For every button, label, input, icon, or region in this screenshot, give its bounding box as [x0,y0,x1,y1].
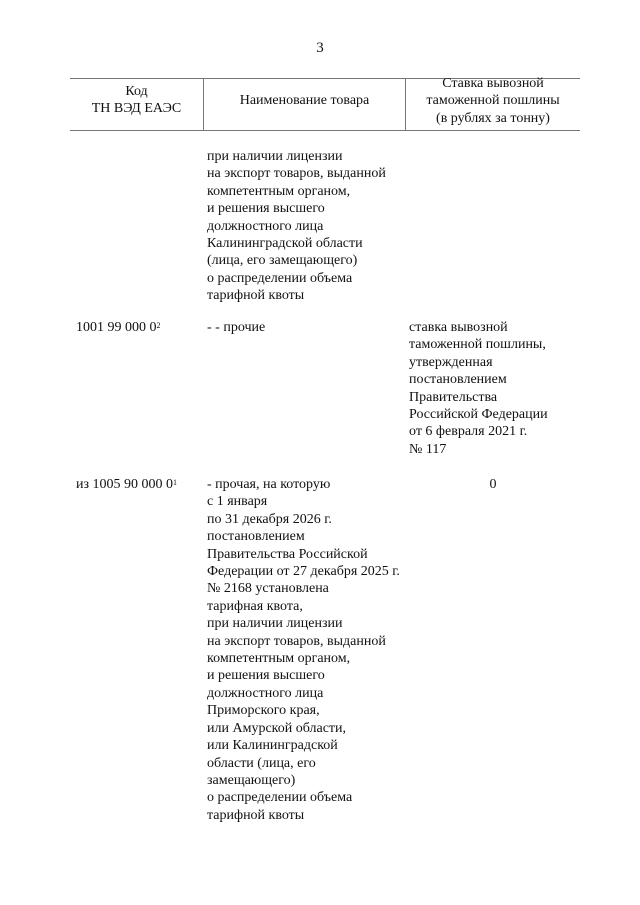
row-code [76,476,177,493]
rate-line: постановлением [409,372,507,388]
header-rate [406,75,580,127]
rate-line: от 6 февраля 2021 г. [409,424,528,440]
row-code [76,319,161,336]
name-line: Федерации от 27 декабря 2025 г. [207,564,400,580]
name-line: или Калининградской [207,738,338,754]
row-name [207,476,400,824]
name-line: с 1 января [207,494,268,510]
name-line: Приморского края, [207,703,320,719]
header-rate-line: Ставка вывозной [442,76,544,91]
header-rate-line: (в рублях за тонну) [436,110,550,126]
name-line: компетентным органом, [207,651,351,667]
name-line: тарифной квоты [207,807,305,823]
footnote-mark: 1 [173,478,178,487]
name-line: должностного лица [207,218,324,234]
name-line: и решения высшего [207,201,325,217]
name-line: должностного лица [207,685,324,701]
header-name: Наименование товара [239,93,370,108]
name-line: замещающего) [207,772,296,788]
name-line: или Амурской области, [207,720,347,736]
name-line: о распределении объема [207,270,353,286]
header-code-line: Код [125,84,148,99]
name-line: - - прочие [207,320,266,335]
row-name [207,148,386,305]
rate-line: № 117 [409,441,447,457]
name-line: на экспорт товаров, выданной [207,633,386,649]
header-code [70,83,203,118]
name-line: и решения высшего [207,668,325,684]
rate-line: утвержденная [409,354,493,370]
name-line: области (лица, его [207,755,316,771]
name-line: на экспорт товаров, выданной [207,166,386,182]
row-name [207,319,265,336]
page-number: 3 [316,40,324,56]
footnote-mark: 2 [156,321,161,330]
rate-line: Правительства [409,389,498,405]
name-line: при наличии лицензии [207,616,343,632]
row-rate [406,476,580,493]
row-rate [409,319,548,458]
name-line: при наличии лицензии [207,149,343,164]
code-text: 1001 99 000 0 [76,320,157,335]
name-line: - прочая, на которую [207,477,331,492]
name-line: тарифной квоты [207,288,305,304]
header-code-line: ТН ВЭД ЕАЭС [91,101,182,117]
name-line: тарифная квота, [207,598,303,614]
name-line: (лица, его замещающего) [207,253,358,269]
rate-line: Российской Федерации [409,407,548,423]
name-line: Калининградской области [207,236,363,252]
name-line: № 2168 установлена [207,581,329,597]
rate-line: таможенной пошлины, [409,337,546,353]
name-line: компетентным органом, [207,183,351,199]
code-text: из 1005 90 000 0 [76,477,174,492]
name-line: о распределении объема [207,790,353,806]
name-line: Правительства Российской [207,546,368,562]
rate-line: 0 [489,477,497,492]
name-line: по 31 декабря 2026 г. [207,511,332,527]
name-line: постановлением [207,529,305,545]
rate-line: ставка вывозной [409,320,508,335]
table-header-bottom-rule [70,130,580,131]
header-rate-line: таможенной пошлины [426,93,560,109]
